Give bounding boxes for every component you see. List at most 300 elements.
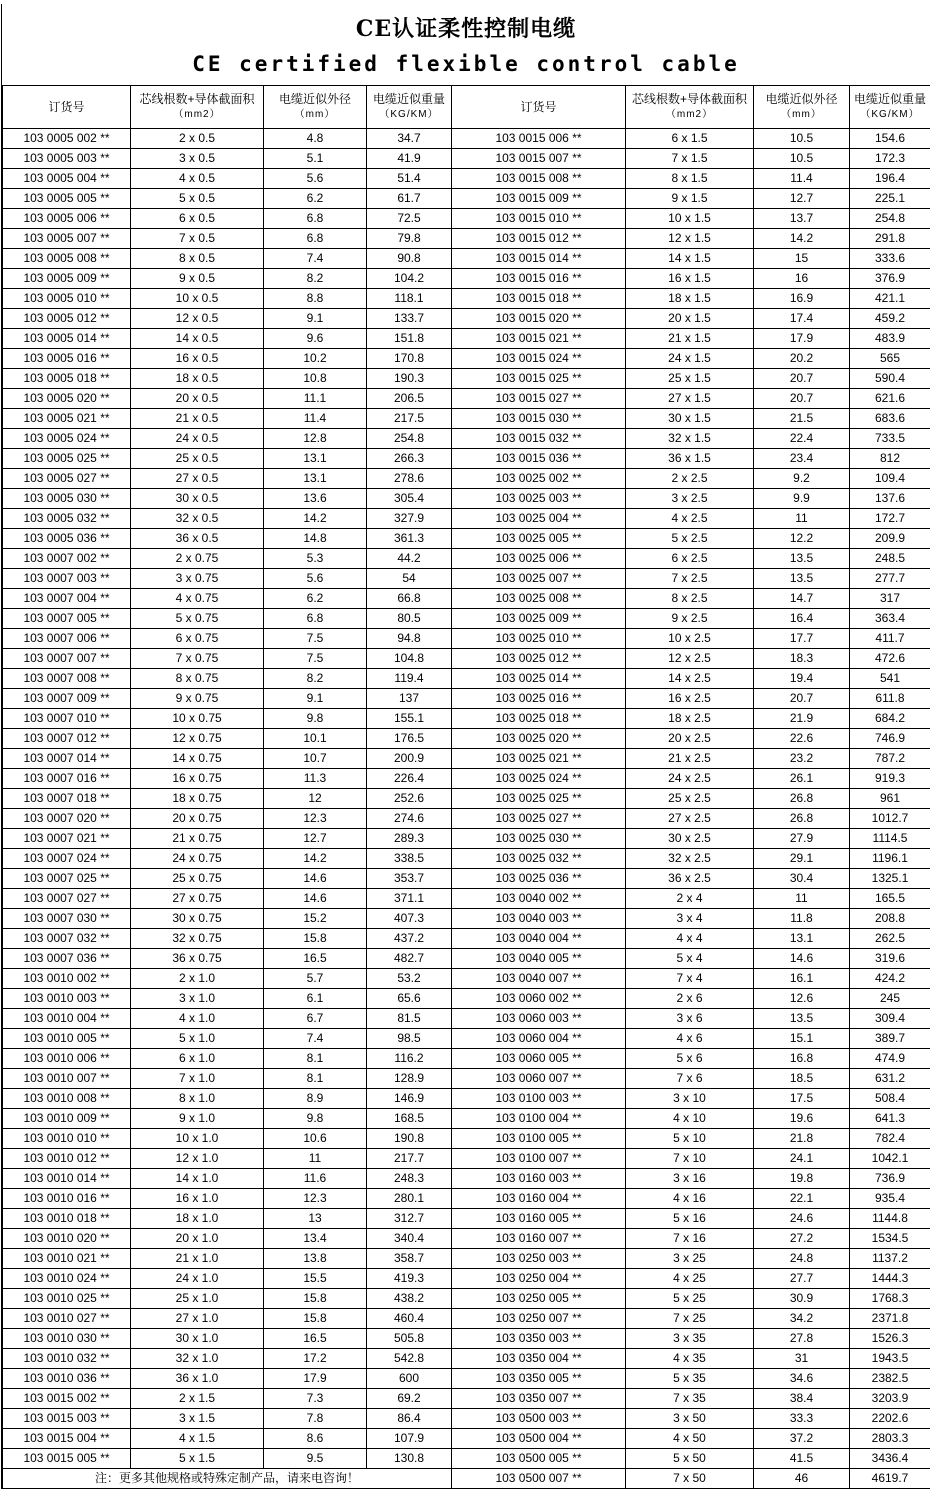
cell-weight: 1534.5 — [850, 1229, 930, 1249]
cell-cores-section: 12 x 1.0 — [131, 1149, 264, 1169]
cell-cores-section: 9 x 1.5 — [626, 189, 754, 209]
cell-weight: 170.8 — [367, 349, 452, 369]
cell-order-no: 103 0025 003 ** — [452, 489, 626, 509]
cell-weight: 919.3 — [850, 769, 930, 789]
cell-cores-section: 7 x 16 — [626, 1229, 754, 1249]
cell-cores-section: 3 x 0.75 — [131, 569, 264, 589]
cell-weight: 1012.7 — [850, 809, 930, 829]
cell-cores-section: 16 x 1.0 — [131, 1189, 264, 1209]
cell-weight: 2382.5 — [850, 1369, 930, 1389]
table-row — [3, 849, 930, 869]
cell-cores-section: 16 x 1.5 — [626, 269, 754, 289]
cell-outer-diameter: 17.4 — [754, 309, 850, 329]
cell-outer-diameter: 7.4 — [264, 249, 367, 269]
header-weight-right: 电缆近似重量 （KG/KM） — [850, 86, 930, 129]
cell-outer-diameter: 22.1 — [754, 1189, 850, 1209]
cell-cores-section: 12 x 0.5 — [131, 309, 264, 329]
header-weight: 电缆近似重量 （KG/KM） — [367, 86, 452, 129]
cell-order-no: 103 0010 027 ** — [3, 1309, 131, 1329]
table-row — [3, 1069, 930, 1089]
cell-cores-section: 32 x 1.0 — [131, 1349, 264, 1369]
cell-order-no: 103 0015 020 ** — [452, 309, 626, 329]
cell-weight: 2202.6 — [850, 1409, 930, 1429]
header-order-no: 订货号 — [3, 86, 131, 129]
cell-outer-diameter: 7.3 — [264, 1389, 367, 1409]
table-row — [3, 249, 930, 269]
cell-weight: 309.4 — [850, 1009, 930, 1029]
table-row — [3, 869, 930, 889]
cell-cores-section: 7 x 25 — [626, 1309, 754, 1329]
cell-cores-section: 30 x 0.75 — [131, 909, 264, 929]
cell-outer-diameter: 21.5 — [754, 409, 850, 429]
cell-weight: 1137.2 — [850, 1249, 930, 1269]
cell-cores-section: 10 x 1.0 — [131, 1129, 264, 1149]
table-row — [3, 709, 930, 729]
cell-order-no: 103 0060 005 ** — [452, 1049, 626, 1069]
table-row — [3, 1189, 930, 1209]
cell-cores-section: 8 x 1.0 — [131, 1089, 264, 1109]
cell-outer-diameter: 17.9 — [754, 329, 850, 349]
cell-outer-diameter: 24.8 — [754, 1249, 850, 1269]
cell-order-no: 103 0025 027 ** — [452, 809, 626, 829]
table-row — [3, 189, 930, 209]
cell-order-no: 103 0015 005 ** — [3, 1449, 131, 1469]
cell-weight: 4619.7 — [850, 1469, 930, 1489]
cell-outer-diameter: 24.1 — [754, 1149, 850, 1169]
cell-cores-section: 36 x 0.75 — [131, 949, 264, 969]
cell-order-no: 103 0015 036 ** — [452, 449, 626, 469]
cell-weight: 376.9 — [850, 269, 930, 289]
cell-weight: 277.7 — [850, 569, 930, 589]
cell-cores-section: 5 x 2.5 — [626, 529, 754, 549]
cell-outer-diameter: 27.2 — [754, 1229, 850, 1249]
cell-outer-diameter: 41.5 — [754, 1449, 850, 1469]
cell-order-no: 103 0025 018 ** — [452, 709, 626, 729]
cell-cores-section: 7 x 1.0 — [131, 1069, 264, 1089]
cell-weight: 278.6 — [367, 469, 452, 489]
table-row — [3, 1469, 930, 1489]
cell-outer-diameter: 12.7 — [264, 829, 367, 849]
cell-outer-diameter: 6.8 — [264, 609, 367, 629]
cell-outer-diameter: 5.6 — [264, 169, 367, 189]
cell-outer-diameter: 27.9 — [754, 829, 850, 849]
cell-outer-diameter: 13.5 — [754, 1009, 850, 1029]
cell-cores-section: 4 x 1.5 — [131, 1429, 264, 1449]
cell-cores-section: 5 x 1.0 — [131, 1029, 264, 1049]
cell-cores-section: 20 x 2.5 — [626, 729, 754, 749]
cell-weight: 474.9 — [850, 1049, 930, 1069]
cell-outer-diameter: 14.2 — [264, 849, 367, 869]
cell-outer-diameter: 26.8 — [754, 789, 850, 809]
cell-order-no: 103 0010 018 ** — [3, 1209, 131, 1229]
cell-cores-section: 4 x 1.0 — [131, 1009, 264, 1029]
cell-weight: 438.2 — [367, 1289, 452, 1309]
cell-weight: 109.4 — [850, 469, 930, 489]
cell-cores-section: 3 x 35 — [626, 1329, 754, 1349]
cell-cores-section: 24 x 1.5 — [626, 349, 754, 369]
cell-weight: 172.3 — [850, 149, 930, 169]
cell-cores-section: 18 x 1.0 — [131, 1209, 264, 1229]
cell-weight: 411.7 — [850, 629, 930, 649]
cell-weight: 53.2 — [367, 969, 452, 989]
cell-order-no: 103 0100 004 ** — [452, 1109, 626, 1129]
cell-weight: 1444.3 — [850, 1269, 930, 1289]
cell-outer-diameter: 21.9 — [754, 709, 850, 729]
cell-order-no: 103 0015 003 ** — [3, 1409, 131, 1429]
cell-outer-diameter: 14.6 — [264, 869, 367, 889]
cell-order-no: 103 0010 014 ** — [3, 1169, 131, 1189]
cell-weight: 590.4 — [850, 369, 930, 389]
table-row — [3, 389, 930, 409]
cell-cores-section: 36 x 2.5 — [626, 869, 754, 889]
cell-cores-section: 14 x 0.5 — [131, 329, 264, 349]
cell-order-no: 103 0015 006 ** — [452, 129, 626, 149]
cell-weight: 200.9 — [367, 749, 452, 769]
cell-outer-diameter: 16.5 — [264, 949, 367, 969]
cell-outer-diameter: 16.1 — [754, 969, 850, 989]
cell-outer-diameter: 20.7 — [754, 689, 850, 709]
cell-outer-diameter: 6.2 — [264, 189, 367, 209]
cell-weight: 600 — [367, 1369, 452, 1389]
cell-order-no: 103 0015 004 ** — [3, 1429, 131, 1449]
cell-weight: 190.8 — [367, 1129, 452, 1149]
cell-order-no: 103 0025 005 ** — [452, 529, 626, 549]
cell-cores-section: 5 x 0.75 — [131, 609, 264, 629]
cell-order-no: 103 0005 025 ** — [3, 449, 131, 469]
cell-outer-diameter: 30.9 — [754, 1289, 850, 1309]
cell-weight: 641.3 — [850, 1109, 930, 1129]
cell-cores-section: 18 x 2.5 — [626, 709, 754, 729]
cell-outer-diameter: 11.4 — [264, 409, 367, 429]
cell-outer-diameter: 5.6 — [264, 569, 367, 589]
cell-weight: 86.4 — [367, 1409, 452, 1429]
cell-weight: 248.3 — [367, 1169, 452, 1189]
table-row — [3, 1369, 930, 1389]
cell-order-no: 103 0007 020 ** — [3, 809, 131, 829]
cell-weight: 137 — [367, 689, 452, 709]
cell-order-no: 103 0015 002 ** — [3, 1389, 131, 1409]
footnote: 注：更多其他规格或特殊定制产品，请来电咨询！ — [3, 1469, 452, 1489]
cell-weight: 176.5 — [367, 729, 452, 749]
cell-outer-diameter: 12.7 — [754, 189, 850, 209]
cell-outer-diameter: 12.8 — [264, 429, 367, 449]
cell-weight: 130.8 — [367, 1449, 452, 1469]
cell-cores-section: 36 x 1.5 — [626, 449, 754, 469]
cell-outer-diameter: 6.8 — [264, 229, 367, 249]
cell-weight: 1325.1 — [850, 869, 930, 889]
cell-outer-diameter: 20.7 — [754, 389, 850, 409]
cell-cores-section: 36 x 1.0 — [131, 1369, 264, 1389]
table-row — [3, 129, 930, 149]
cell-cores-section: 12 x 0.75 — [131, 729, 264, 749]
cell-order-no: 103 0025 014 ** — [452, 669, 626, 689]
cell-outer-diameter: 14.2 — [754, 229, 850, 249]
cell-cores-section: 2 x 1.5 — [131, 1389, 264, 1409]
cell-weight: 66.8 — [367, 589, 452, 609]
cell-outer-diameter: 9.1 — [264, 309, 367, 329]
table-row — [3, 569, 930, 589]
cell-order-no: 103 0250 003 ** — [452, 1249, 626, 1269]
cell-weight: 217.7 — [367, 1149, 452, 1169]
cell-cores-section: 4 x 6 — [626, 1029, 754, 1049]
cell-order-no: 103 0350 004 ** — [452, 1349, 626, 1369]
cell-weight: 2371.8 — [850, 1309, 930, 1329]
cell-order-no: 103 0160 005 ** — [452, 1209, 626, 1229]
cell-order-no: 103 0010 032 ** — [3, 1349, 131, 1369]
title-chinese: CE认证柔性控制电缆 — [355, 16, 577, 42]
cell-outer-diameter: 17.7 — [754, 629, 850, 649]
cell-weight: 128.9 — [367, 1069, 452, 1089]
cell-outer-diameter: 17.9 — [264, 1369, 367, 1389]
cell-cores-section: 9 x 0.75 — [131, 689, 264, 709]
cell-cores-section: 21 x 0.75 — [131, 829, 264, 849]
cell-weight: 424.2 — [850, 969, 930, 989]
cell-cores-section: 10 x 0.5 — [131, 289, 264, 309]
cell-order-no: 103 0025 004 ** — [452, 509, 626, 529]
cell-order-no: 103 0005 021 ** — [3, 409, 131, 429]
cell-cores-section: 27 x 1.5 — [626, 389, 754, 409]
cell-order-no: 103 0040 007 ** — [452, 969, 626, 989]
cell-order-no: 103 0007 027 ** — [3, 889, 131, 909]
cell-weight: 151.8 — [367, 329, 452, 349]
cell-outer-diameter: 18.3 — [754, 649, 850, 669]
cell-cores-section: 4 x 35 — [626, 1349, 754, 1369]
cell-weight: 1042.1 — [850, 1149, 930, 1169]
cell-order-no: 103 0015 018 ** — [452, 289, 626, 309]
cell-order-no: 103 0007 024 ** — [3, 849, 131, 869]
cell-weight: 190.3 — [367, 369, 452, 389]
cell-outer-diameter: 24.6 — [754, 1209, 850, 1229]
cell-cores-section: 4 x 4 — [626, 929, 754, 949]
cell-outer-diameter: 14.6 — [754, 949, 850, 969]
cell-order-no: 103 0005 006 ** — [3, 209, 131, 229]
cell-outer-diameter: 9.9 — [754, 489, 850, 509]
cell-cores-section: 14 x 1.5 — [626, 249, 754, 269]
cell-order-no: 103 0250 005 ** — [452, 1289, 626, 1309]
cell-outer-diameter: 17.5 — [754, 1089, 850, 1109]
table-row — [3, 1449, 930, 1469]
cell-outer-diameter: 5.7 — [264, 969, 367, 989]
cell-weight: 289.3 — [367, 829, 452, 849]
cell-outer-diameter: 11 — [754, 889, 850, 909]
table-row — [3, 649, 930, 669]
cell-outer-diameter: 21.8 — [754, 1129, 850, 1149]
table-row — [3, 349, 930, 369]
table-row — [3, 669, 930, 689]
cell-cores-section: 12 x 1.5 — [626, 229, 754, 249]
cell-order-no: 103 0040 003 ** — [452, 909, 626, 929]
table-row — [3, 1109, 930, 1129]
cell-order-no: 103 0350 007 ** — [452, 1389, 626, 1409]
cell-order-no: 103 0005 016 ** — [3, 349, 131, 369]
cell-cores-section: 27 x 0.75 — [131, 889, 264, 909]
cell-weight: 72.5 — [367, 209, 452, 229]
cell-cores-section: 10 x 2.5 — [626, 629, 754, 649]
cell-weight: 621.6 — [850, 389, 930, 409]
cell-weight: 733.5 — [850, 429, 930, 449]
table-row — [3, 1089, 930, 1109]
cell-cores-section: 21 x 0.5 — [131, 409, 264, 429]
cell-weight: 353.7 — [367, 869, 452, 889]
cell-cores-section: 3 x 10 — [626, 1089, 754, 1109]
cell-outer-diameter: 20.7 — [754, 369, 850, 389]
cell-outer-diameter: 38.4 — [754, 1389, 850, 1409]
cell-outer-diameter: 27.8 — [754, 1329, 850, 1349]
cell-outer-diameter: 26.1 — [754, 769, 850, 789]
cell-order-no: 103 0005 032 ** — [3, 509, 131, 529]
table-row — [3, 1209, 930, 1229]
cell-weight: 69.2 — [367, 1389, 452, 1409]
cell-order-no: 103 0005 018 ** — [3, 369, 131, 389]
cell-weight: 44.2 — [367, 549, 452, 569]
cell-order-no: 103 0015 014 ** — [452, 249, 626, 269]
cell-cores-section: 10 x 0.75 — [131, 709, 264, 729]
cell-outer-diameter: 12.6 — [754, 989, 850, 1009]
cell-weight: 107.9 — [367, 1429, 452, 1449]
cell-cores-section: 16 x 2.5 — [626, 689, 754, 709]
cell-outer-diameter: 14.7 — [754, 589, 850, 609]
cell-outer-diameter: 10.7 — [264, 749, 367, 769]
cell-weight: 90.8 — [367, 249, 452, 269]
cell-outer-diameter: 19.8 — [754, 1169, 850, 1189]
cell-weight: 542.8 — [367, 1349, 452, 1369]
cell-outer-diameter: 13.1 — [264, 469, 367, 489]
table-row — [3, 329, 930, 349]
cell-cores-section: 18 x 0.5 — [131, 369, 264, 389]
cell-cores-section: 3 x 2.5 — [626, 489, 754, 509]
table-row — [3, 469, 930, 489]
cell-cores-section: 5 x 4 — [626, 949, 754, 969]
cell-outer-diameter: 15.8 — [264, 929, 367, 949]
cell-outer-diameter: 22.6 — [754, 729, 850, 749]
cell-order-no: 103 0005 036 ** — [3, 529, 131, 549]
cell-order-no: 103 0007 003 ** — [3, 569, 131, 589]
header-cores: 芯线根数+导体截面积 （mm2） — [131, 86, 264, 129]
cell-weight: 611.8 — [850, 689, 930, 709]
cell-outer-diameter: 8.2 — [264, 669, 367, 689]
cell-weight: 225.1 — [850, 189, 930, 209]
table-row — [3, 1249, 930, 1269]
cell-order-no: 103 0160 003 ** — [452, 1169, 626, 1189]
cell-outer-diameter: 15.8 — [264, 1289, 367, 1309]
cell-order-no: 103 0015 027 ** — [452, 389, 626, 409]
cell-weight: 209.9 — [850, 529, 930, 549]
table-row — [3, 169, 930, 189]
cell-weight: 319.6 — [850, 949, 930, 969]
cell-order-no: 103 0025 012 ** — [452, 649, 626, 669]
table-row — [3, 269, 930, 289]
cell-weight: 133.7 — [367, 309, 452, 329]
cell-cores-section: 9 x 2.5 — [626, 609, 754, 629]
cell-weight: 1144.8 — [850, 1209, 930, 1229]
cell-order-no: 103 0350 005 ** — [452, 1369, 626, 1389]
cell-order-no: 103 0025 036 ** — [452, 869, 626, 889]
table-row — [3, 1129, 930, 1149]
cell-order-no: 103 0007 014 ** — [3, 749, 131, 769]
cell-outer-diameter: 6.2 — [264, 589, 367, 609]
cell-weight: 1526.3 — [850, 1329, 930, 1349]
cell-order-no: 103 0010 024 ** — [3, 1269, 131, 1289]
cell-outer-diameter: 14.8 — [264, 529, 367, 549]
cell-cores-section: 6 x 1.5 — [626, 129, 754, 149]
cell-order-no: 103 0010 006 ** — [3, 1049, 131, 1069]
cell-weight: 248.5 — [850, 549, 930, 569]
cell-cores-section: 5 x 35 — [626, 1369, 754, 1389]
cell-weight: 98.5 — [367, 1029, 452, 1049]
cell-order-no: 103 0005 020 ** — [3, 389, 131, 409]
cell-order-no: 103 0025 030 ** — [452, 829, 626, 849]
cell-cores-section: 5 x 0.5 — [131, 189, 264, 209]
cell-cores-section: 20 x 0.75 — [131, 809, 264, 829]
cell-outer-diameter: 22.4 — [754, 429, 850, 449]
cell-cores-section: 14 x 0.75 — [131, 749, 264, 769]
cell-cores-section: 18 x 0.75 — [131, 789, 264, 809]
cell-weight: 41.9 — [367, 149, 452, 169]
cell-weight: 508.4 — [850, 1089, 930, 1109]
cell-outer-diameter: 15 — [754, 249, 850, 269]
cell-cores-section: 14 x 2.5 — [626, 669, 754, 689]
spec-sheet — [1, 4, 930, 1489]
cell-order-no: 103 0005 014 ** — [3, 329, 131, 349]
cell-weight: 206.5 — [367, 389, 452, 409]
cell-weight: 146.9 — [367, 1089, 452, 1109]
cell-outer-diameter: 8.9 — [264, 1089, 367, 1109]
table-row — [3, 1169, 930, 1189]
cell-weight: 3203.9 — [850, 1389, 930, 1409]
cell-weight: 116.2 — [367, 1049, 452, 1069]
cell-cores-section: 27 x 2.5 — [626, 809, 754, 829]
cell-order-no: 103 0015 009 ** — [452, 189, 626, 209]
cell-weight: 333.6 — [850, 249, 930, 269]
cell-outer-diameter: 10.5 — [754, 149, 850, 169]
cell-weight: 154.6 — [850, 129, 930, 149]
cell-weight: 168.5 — [367, 1109, 452, 1129]
cell-order-no: 103 0040 004 ** — [452, 929, 626, 949]
cell-weight: 262.5 — [850, 929, 930, 949]
cell-weight: 196.4 — [850, 169, 930, 189]
table-row — [3, 829, 930, 849]
cell-order-no: 103 0100 003 ** — [452, 1089, 626, 1109]
cell-weight: 1943.5 — [850, 1349, 930, 1369]
cell-outer-diameter: 16.4 — [754, 609, 850, 629]
cell-order-no: 103 0010 030 ** — [3, 1329, 131, 1349]
cell-weight: 254.8 — [367, 429, 452, 449]
table-row — [3, 489, 930, 509]
cell-order-no: 103 0010 036 ** — [3, 1369, 131, 1389]
cell-cores-section: 4 x 0.75 — [131, 589, 264, 609]
table-row — [3, 969, 930, 989]
cell-cores-section: 3 x 4 — [626, 909, 754, 929]
cell-weight: 252.6 — [367, 789, 452, 809]
cell-outer-diameter: 6.8 — [264, 209, 367, 229]
cell-cores-section: 30 x 2.5 — [626, 829, 754, 849]
cell-outer-diameter: 9.6 — [264, 329, 367, 349]
cell-cores-section: 4 x 50 — [626, 1429, 754, 1449]
cell-cores-section: 16 x 0.5 — [131, 349, 264, 369]
cell-cores-section: 25 x 0.5 — [131, 449, 264, 469]
cell-weight: 312.7 — [367, 1209, 452, 1229]
cell-outer-diameter: 13.5 — [754, 569, 850, 589]
cell-order-no: 103 0007 016 ** — [3, 769, 131, 789]
cell-cores-section: 7 x 10 — [626, 1149, 754, 1169]
cell-outer-diameter: 17.2 — [264, 1349, 367, 1369]
cell-weight: 118.1 — [367, 289, 452, 309]
cell-weight: 483.9 — [850, 329, 930, 349]
cell-order-no: 103 0015 021 ** — [452, 329, 626, 349]
cell-outer-diameter: 9.5 — [264, 1449, 367, 1469]
cell-order-no: 103 0010 020 ** — [3, 1229, 131, 1249]
cell-order-no: 103 0025 032 ** — [452, 849, 626, 869]
